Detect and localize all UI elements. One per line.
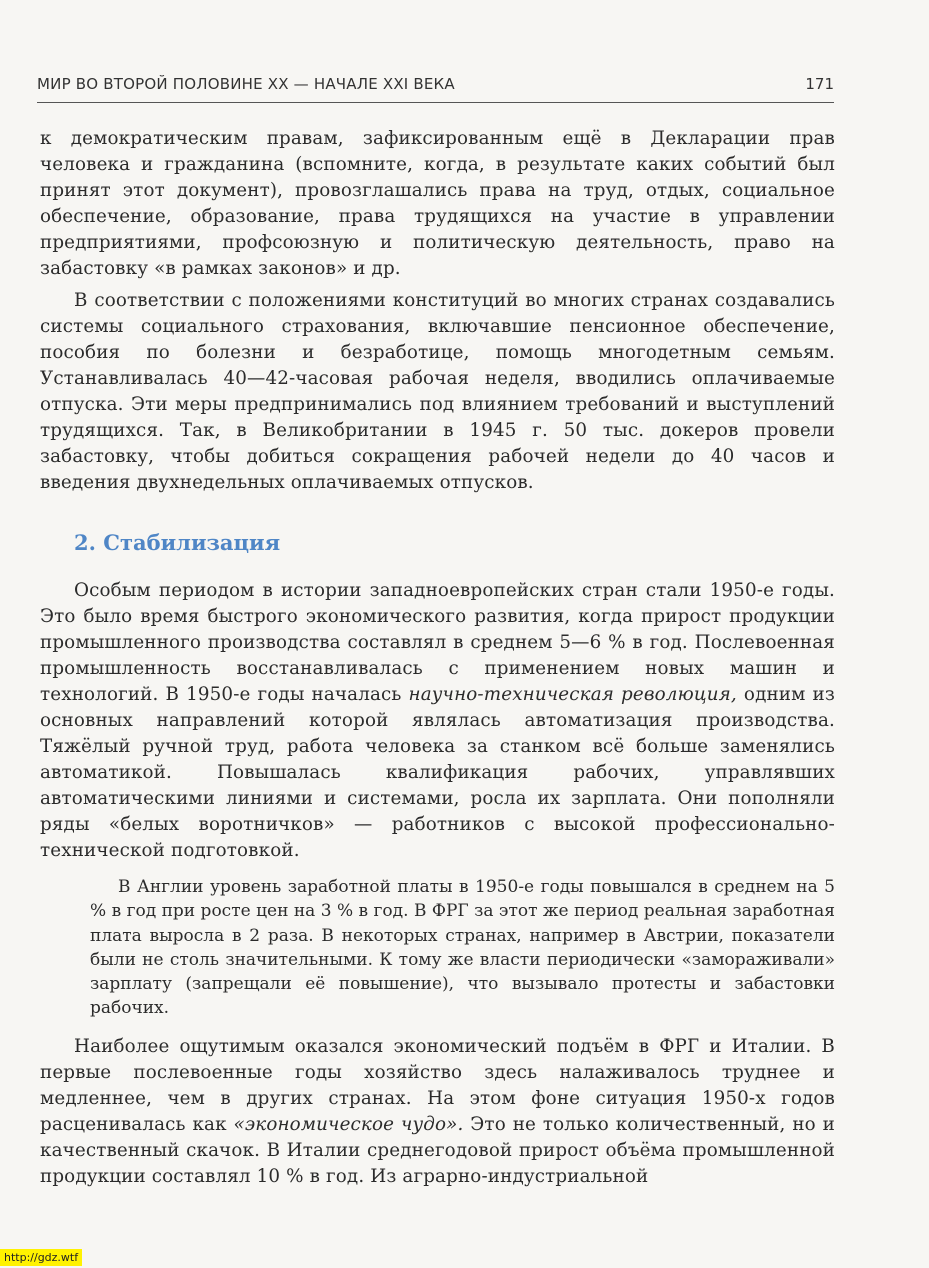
term-economic-miracle: «экономическое чудо». xyxy=(233,1113,464,1135)
paragraph-1950s-text-end: одним из основных направлений которой являлась автоматизация производства. Тяжёлый ручной труд, работа человека за станком всё больше заменялись автоматикой. Повышалась квалификация рабочих, управлявших автоматическими линиями и системами, росла их зарплата. Они пополняли ряды «белых воротничков» — работников с высокой профессионально-технической подготовкой. xyxy=(40,684,835,861)
paragraph-1950s xyxy=(40,578,835,864)
paragraph-1950s-text-start: Особым периодом в истории западноевропейских стран стали 1950-е годы. Это было время быстрого экономического развития, когда прирост продукции промышленного производства составлял в среднем 5—6 % в год. Послевоенная промышленность восстанавливалась с применением новых машин и технологий. В 1950-е годы началась xyxy=(40,580,835,705)
page-body xyxy=(40,126,835,1190)
running-header xyxy=(37,70,834,103)
section-heading: 2. Стабилизация xyxy=(74,530,281,555)
small-print-insert: В Англии уровень заработной платы в 1950-е годы повышался в среднем на 5 % в год при росте цен на 3 % в год. В ФРГ за этот же период реальная заработная плата выросла в 2 раза. В некоторых странах, например в Австрии, показатели были не столь значительными. К тому же власти периодически «замораживали» зарплату (запрещали её повышение), что вызывало протесты и забастовки рабочих. xyxy=(90,877,835,1019)
paragraph-social-insurance: В соответствии с положениями конституций во многих странах создавались системы социального страхования, включавшие пенсионное обеспечение, пособия по болезни и безработице, помощь многодетным семьям. Устанавливалась 40—42-часовая рабочая неделя, вводились оплачиваемые отпуска. Эти меры предпринимались под влиянием требований и выступлений трудящихся. Так, в Великобритании в 1945 г. 50 тыс. докеров провели забастовку, чтобы добиться сокращения рабочей недели до 40 часов и введения двухнедельных оплачиваемых отпусков. xyxy=(40,290,835,493)
paragraph-miracle-text-start: Наиболее ощутимым оказался экономический подъём в ФРГ и Италии. В первые послевоенные годы хозяйство здесь налаживалось труднее и медленнее, чем в других странах. На этом фоне ситуация 1950-х годов расценивалась как xyxy=(40,1035,835,1135)
term-scientific-revolution: научно-техническая революция, xyxy=(408,684,737,705)
page-number: 171 xyxy=(805,75,834,93)
paragraph-economic-miracle xyxy=(40,1034,835,1190)
source-link[interactable]: http://gdz.wtf xyxy=(0,1249,82,1266)
paragraph-miracle-text-end: Это не только количественный, но и качественный скачок. В Италии среднегодовой прирост объёма промышленной продукции составлял 10 % в год. Из аграрно-индустриальной xyxy=(40,1113,835,1187)
running-title: МИР ВО ВТОРОЙ ПОЛОВИНЕ XX — НАЧАЛЕ XXI ВЕКА xyxy=(37,75,455,93)
paragraph-rights: к демократическим правам, зафиксированным ещё в Декларации прав человека и гражданина (вспомните, когда, в результате каких событий был принят этот документ), провозглашались права на труд, отдых, социальное обеспечение, образование, права трудящихся на участие в управлении предприятиями, профсоюзную и политическую деятельность, право на забастовку «в рамках законов» и др. xyxy=(40,128,835,279)
